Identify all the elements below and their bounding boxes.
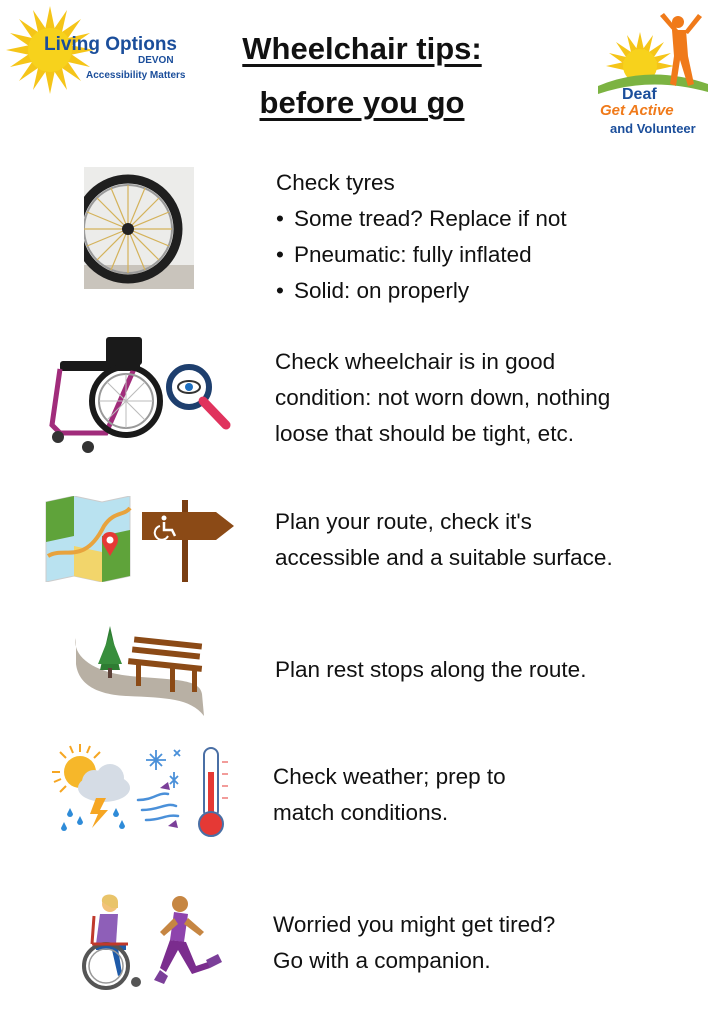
text-line: Go with a companion. (273, 948, 491, 973)
weather-icon (50, 742, 230, 842)
title-line-1: Wheelchair tips: (242, 31, 482, 66)
tip-rest-stops (275, 652, 586, 688)
logo-left-sub: DEVON (138, 55, 174, 66)
companion-icon (56, 892, 226, 990)
text-line: accessible and a suitable surface. (275, 545, 613, 570)
list-item: • Some tread? Replace if not (292, 201, 567, 237)
wheelchair-inspect-icon (46, 333, 238, 457)
tip-condition (275, 344, 610, 452)
logo-right-line3: and Volunteer (610, 121, 696, 136)
text-line: Check wheelchair is in good (275, 349, 556, 374)
tip-tyres-list (276, 201, 567, 309)
logo-left-tagline: Accessibility Matters (86, 70, 186, 81)
list-item: • Solid: on properly (292, 273, 567, 309)
list-item: • Pneumatic: fully inflated (292, 237, 567, 273)
wheel-photo-icon (84, 167, 194, 289)
tip-tyres-heading: Check tyres (276, 170, 395, 195)
map-signpost-icon (44, 496, 238, 582)
path-bench-icon (70, 624, 208, 718)
tip-tyres (276, 165, 567, 309)
tip-companion (273, 907, 555, 979)
logo-right-line2: Get Active (600, 102, 674, 119)
text-line: match conditions. (273, 800, 449, 825)
living-options-logo (6, 4, 196, 96)
text-line: Check weather; prep to (273, 764, 506, 789)
logo-left-name: Living Options (44, 34, 177, 55)
deaf-get-active-logo (590, 4, 716, 138)
tip-route (275, 504, 613, 576)
title-line-2: before you go (259, 85, 465, 120)
page-title (200, 22, 524, 130)
text-line: Plan rest stops along the route. (275, 657, 587, 682)
text-line: loose that should be tight, etc. (275, 421, 574, 446)
tip-weather (273, 759, 506, 831)
logo-right-line1: Deaf (622, 86, 657, 103)
text-line: condition: not worn down, nothing (275, 385, 611, 410)
text-line: Worried you might get tired? (273, 912, 556, 937)
text-line: Plan your route, check it's (275, 509, 532, 534)
